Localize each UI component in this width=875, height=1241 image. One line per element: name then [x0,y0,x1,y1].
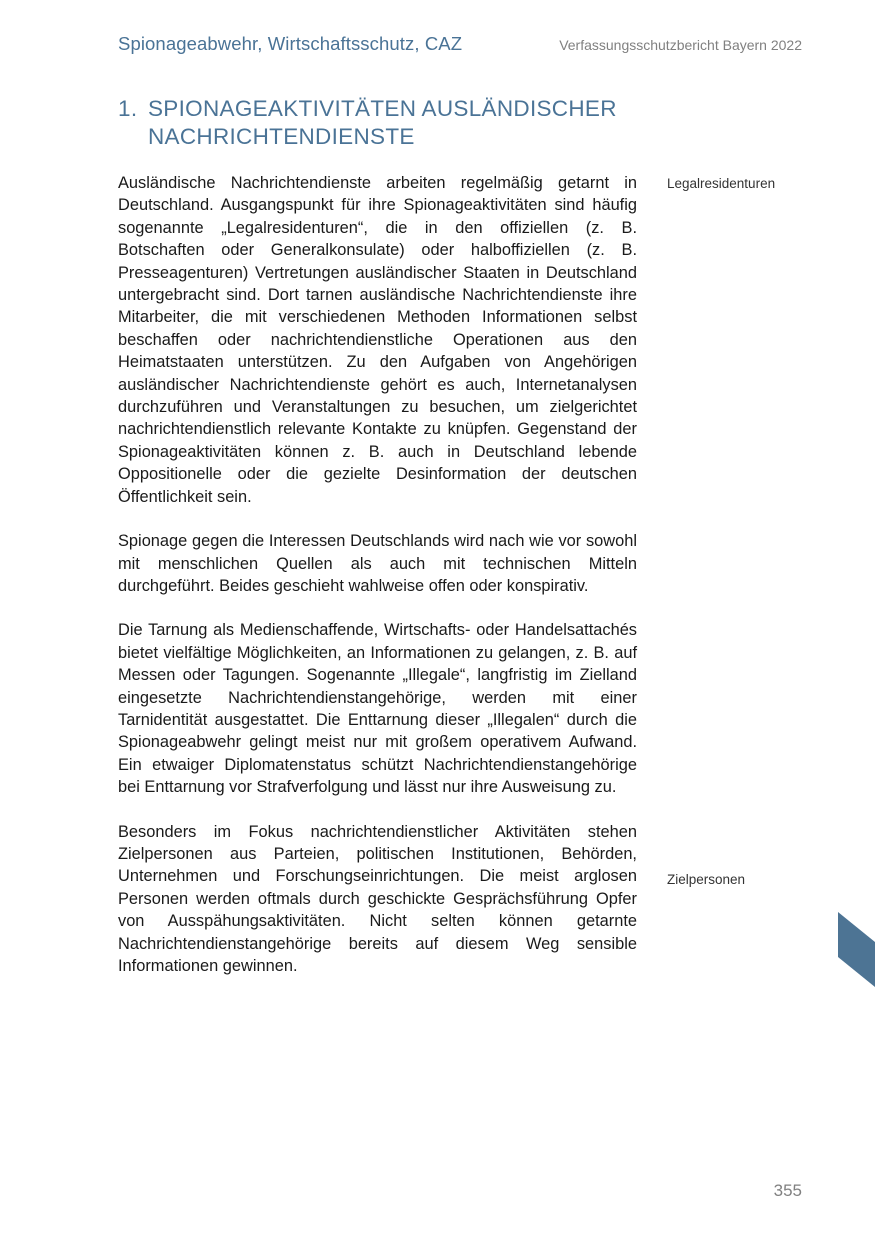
paragraph-legalresidenturen: Ausländische Nachrichtendienste arbeiten regelmäßig getarnt in Deutschland. Ausgangspunkt für ihre Spionageaktivitäten sind häufig sogenannte „Legalresidenturen“, die in den offiziellen (z. B. Botschaften oder Generalkonsulate) oder halboffiziellen (z. B. Presseagenturen) Vertretungen ausländischer Staaten in Deutschland untergebracht sind. Dort tarnen ausländische Nachrichtendienste ihre Mitarbeiter, die mit verschiedenen Methoden Informationen selbst beschaffen oder nachrichtendienstliche Operationen aus den Heimatstaaten unterstützen. Zu den Aufgaben von Angehörigen ausländischer Nachrichtendienste gehört es auch, Internetanalysen durchzuführen und Veranstaltungen zu besuchen, um zielgerichtet nachrichtendienstlich relevante Kontakte zu knüpfen. Gegenstand der Spionageaktivitäten können z. B. auch in Deutschland lebende Oppositionelle oder die gezielte Desinformation der deutschen Öffentlichkeit sein. [118,174,637,506]
margin-note-zielpersonen: Zielpersonen [667,872,746,887]
chapter-number: 1. [118,96,138,121]
chapter-tab-marker [838,912,875,987]
body-text [118,172,637,999]
running-header-section: Spionageabwehr, Wirtschaftsschutz, CAZ [118,33,463,54]
page-number: 355 [773,1181,802,1200]
chapter-tab-shape [838,912,875,987]
chapter-heading [118,95,658,151]
chapter-title: SPIONAGEAKTIVITÄTEN AUSLÄNDISCHER NACHRICHTENDIENSTE [148,96,617,149]
paragraph-zielpersonen: Besonders im Fokus nachrichtendienstlicher Aktivitäten stehen Zielpersonen aus Parteien, politischen Institutionen, Behörden, Unternehmen und Forschungseinrichtungen. Die meist arglosen Personen werden oftmals durch geschickte Gesprächsführung Opfer von Ausspähungsaktivitäten. Nicht selten können getarnte Nachrichtendienstangehörige bereits auf diesem Weg sensible Informationen gewinnen. [118,822,637,975]
paragraph-spionage-methoden: Spionage gegen die Interessen Deutschlands wird nach wie vor sowohl mit menschlichen Quellen als auch mit technischen Mitteln durchgeführt. Beides geschieht wahlweise offen oder konspirativ. [118,532,637,595]
margin-note-legalresidenturen: Legalresidenturen [667,176,776,191]
running-header-report: Verfassungsschutzbericht Bayern 2022 [559,37,802,53]
paragraph-tarnung: Die Tarnung als Medienschaffende, Wirtschafts- oder Handelsattachés bietet vielfältige Möglichkeiten, an Informationen zu gelangen, z. B. auf Messen oder Tagungen. Sogenannte „Illegale“, langfristig im Zielland eingesetzte Nachrichtendienstangehörige, werden mit einer Tarnidentität ausgestattet. Die Enttarnung dieser „Illegalen“ durch die Spionageabwehr gelingt meist nur mit großem operativem Aufwand. Ein etwaiger Diplomatenstatus schützt Nachrichtendienstangehörige bei Enttarnung vor Strafverfolgung und lässt nur ihre Ausweisung zu. [118,621,637,797]
